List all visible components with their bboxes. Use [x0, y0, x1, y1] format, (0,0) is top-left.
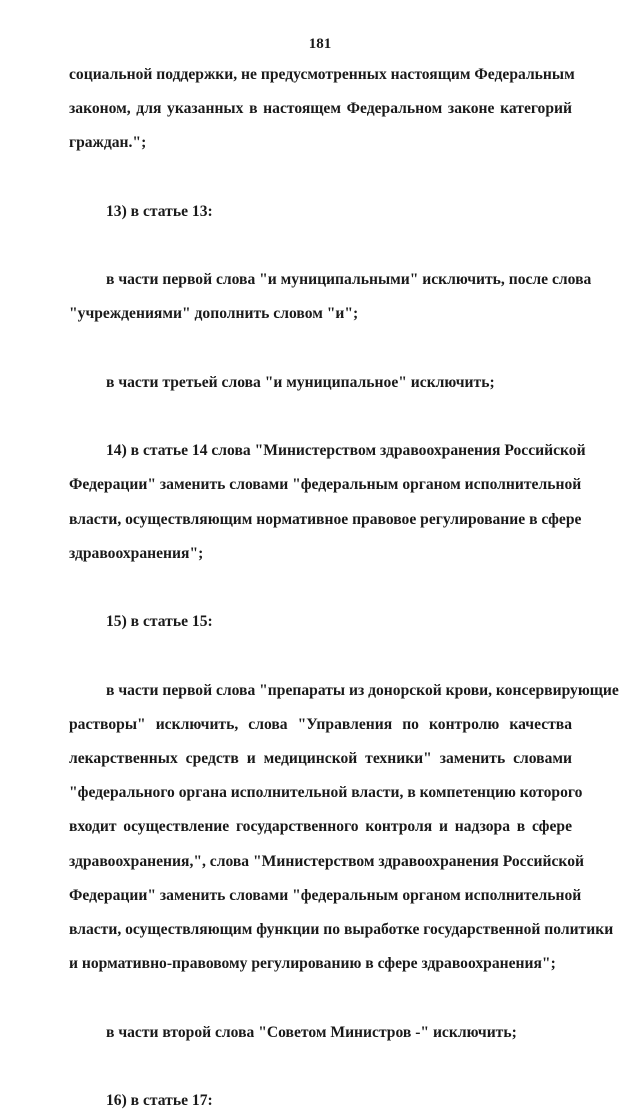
text-line: "учреждениями" дополнить словом "и";	[69, 305, 359, 323]
text-line: здравоохранения";	[69, 544, 204, 562]
text-line: власти, осуществляющим функции по выработке государственной политики	[69, 920, 614, 938]
text-line: в части третьей слова "и муниципальное" исключить;	[106, 373, 495, 391]
document-body	[69, 58, 619, 1118]
text-line: граждан.";	[69, 134, 147, 152]
text-line: и нормативно-правовому регулированию в сфере здравоохранения";	[69, 955, 556, 973]
text-line: входит осуществление государственного контроля и надзора в сфере	[69, 818, 572, 836]
paragraph	[69, 366, 572, 400]
text-line: 15) в статье 15:	[106, 613, 213, 631]
paragraph	[69, 195, 572, 229]
text-line: растворы" исключить, слова "Управления по контролю качества	[69, 715, 572, 733]
paragraph	[69, 1084, 572, 1118]
paragraph	[69, 58, 575, 161]
paragraph	[69, 674, 619, 982]
text-line: в части первой слова "и муниципальными" исключить, после слова	[106, 271, 592, 289]
text-line: законом, для указанных в настоящем Федеральном законе категорий	[69, 100, 572, 118]
text-line: социальной поддержки, не предусмотренных настоящим Федеральным	[69, 66, 575, 83]
text-line: 13) в статье 13:	[106, 202, 213, 220]
paragraph	[69, 605, 572, 639]
text-line: Федерации" заменить словами "федеральным органом исполнительной	[69, 886, 582, 904]
text-line: Федерации" заменить словами "федеральным органом исполнительной	[69, 476, 582, 494]
paragraph	[69, 1016, 572, 1050]
text-line: здравоохранения,", слова "Министерством здравоохранения Российской	[69, 852, 584, 870]
text-line: "федерального органа исполнительной власти, в компетенцию которого	[69, 784, 583, 802]
paragraph	[69, 434, 586, 571]
page-number: 181	[308, 36, 332, 52]
text-line: власти, осуществляющим нормативное правовое регулирование в сфере	[69, 510, 582, 528]
text-line: в части первой слова "препараты из донорской крови, консервирующие	[106, 681, 619, 699]
text-line: 14) в статье 14 слова "Министерством здравоохранения Российской	[106, 442, 586, 460]
text-line: 16) в статье 17:	[106, 1091, 213, 1109]
paragraph	[69, 263, 592, 331]
text-line: в части второй слова "Советом Министров -" исключить;	[106, 1023, 517, 1041]
text-line: лекарственных средств и медицинской техники" заменить словами	[69, 749, 572, 767]
